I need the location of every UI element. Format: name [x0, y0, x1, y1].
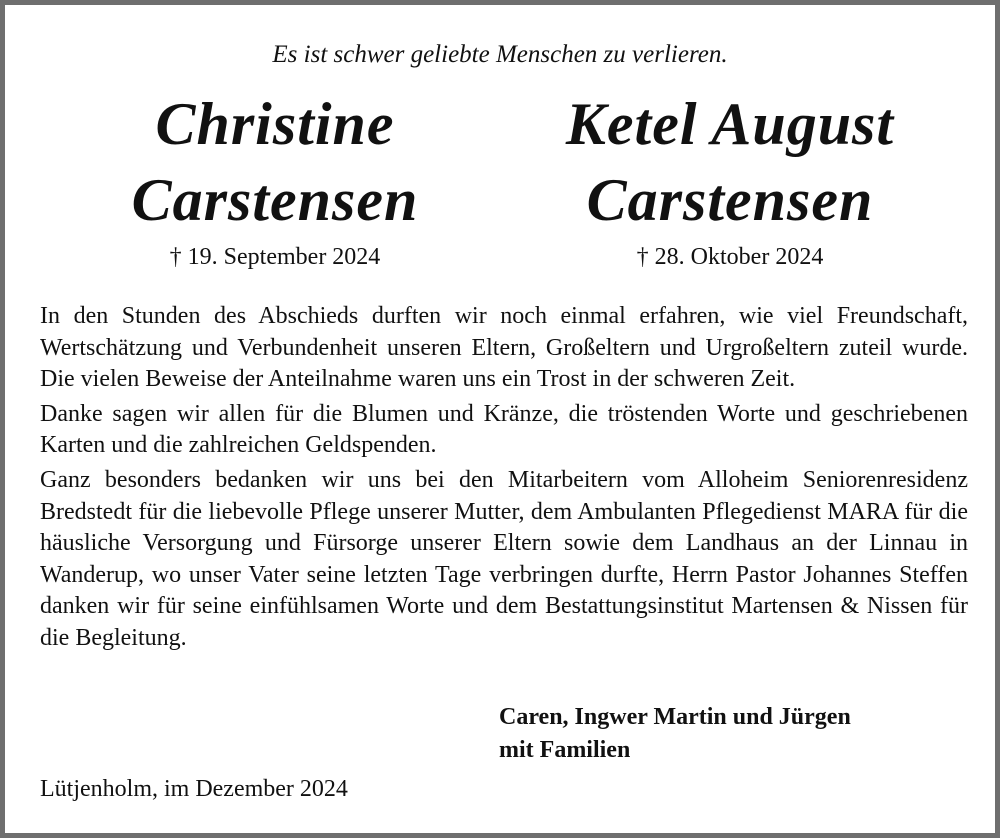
death-date-christine: † 19. September 2024: [169, 244, 381, 270]
motto: Es ist schwer geliebte Menschen zu verlieren.: [272, 41, 728, 68]
first-name: Christine: [155, 91, 395, 157]
signers-families: mit Familien: [499, 737, 631, 763]
deceased-name-ketel-august: [505, 86, 955, 238]
first-name: Ketel August: [565, 91, 895, 157]
deceased-name-christine: [65, 86, 485, 238]
signers-names: Caren, Ingwer Martin und Jürgen: [499, 704, 851, 730]
paragraph-special-thanks: Ganz besonders bedanken wir uns bei den Mitarbeitern vom Alloheim Seniorenresidenz Bredstedt für die liebevolle Pflege unserer Mutter, dem Ambulanten Pflegedienst MARA für die häusliche Versorgung und Fürsorge unserer Eltern sowie dem Landhaus an der Linnau in Wanderup, wo unser Vater seine letzten Tage verbringen durfte, Herrn Pastor Johannes Steffen danken wir für seine einfühlsamen Worte und dem Bestattungsinstitut Martensen & Nissen für die Begleitung.: [40, 466, 968, 651]
death-date-ketel-august: † 28. Oktober 2024: [636, 244, 824, 270]
paragraph-flowers: Danke sagen wir allen für die Blumen und Kränze, die tröstenden Worte und geschriebenen Karten und die zahlreichen Geldspenden.: [40, 400, 968, 459]
last-name: Carstensen: [131, 167, 419, 233]
paragraph-farewell: In den Stunden des Abschieds durften wir noch einmal erfahren, wie viel Freundschaft, Wertschätzung und Verbundenheit unseren Eltern, Großeltern und Urgroßeltern zuteil wurde. Die vielen Beweise der Anteilnahme waren uns ein Trost in der schweren Zeit.: [40, 303, 968, 393]
place-and-date: Lütjenholm, im Dezember 2024: [40, 776, 348, 802]
signers: [499, 701, 851, 767]
thanks-text: [40, 301, 968, 658]
last-name: Carstensen: [586, 167, 874, 233]
